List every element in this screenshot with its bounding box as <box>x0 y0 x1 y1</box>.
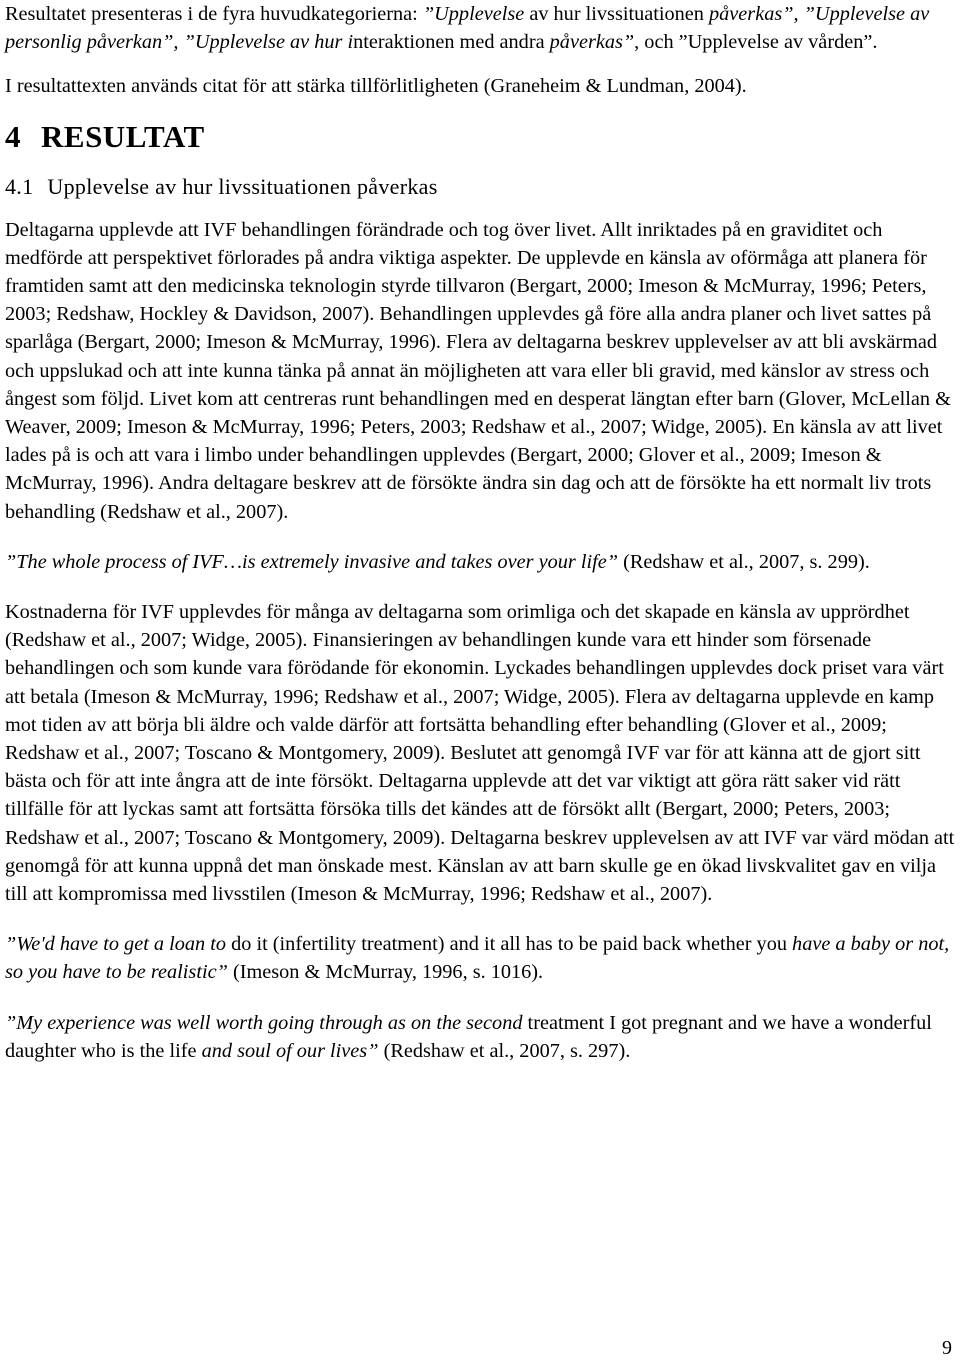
page-number: 9 <box>942 1337 952 1359</box>
intro-text: nteraktionen med andra <box>353 31 550 54</box>
intro-text: , och ”Upplevelse av vården”. <box>634 31 878 54</box>
subsection-title: Upplevelse av hur livssituationen påverkas <box>47 173 438 199</box>
intro-text: av hur livssituationen <box>524 3 710 25</box>
quote-text-plain: do it (infertility treatment) and it all has to be paid back whether you <box>226 933 793 956</box>
quote-text: and soul of our lives” <box>201 1039 379 1062</box>
quote-text: have a baby or not, so you have to be realistic” <box>5 933 950 984</box>
body-paragraph-1: Deltagarna upplevde att IVF behandlingen förändrade och tog över livet. Allt inriktades på en graviditet och medförde att perspektivet förlorades på andra viktiga aspekter. De upplevde en känsla av oförmåga att planera för framtiden samt att den medicinska teknologin styrde tillvaron (Bergart, 2000; Imeson & McMurray, 1996; Peters, 2003; Redshaw, Hockley & Davidson, 2007). Behandlingen upplevdes gå före alla andra planer och livet sattes på sparlåga (Bergart, 2000; Imeson & McMurray, 1996). Flera av deltagarna beskrev upplevelser av att bli avskärmad och uppslukad och att inte kunna tänka på annat än möjligheten att vara eller bli gravid, med känslor av stress och ångest som följd. Livet kom att centreras runt behandlingen med en desperat längtan efter barn (Glover, McLellan & Weaver, 2009; Imeson & McMurray, 1996; Peters, 2003; Redshaw et al., 2007; Widge, 2005). En känsla av att livet lades på is och att vara i limbo under behandlingen upplevdes (Bergart, 2000; Glover et al., 2009; Imeson & McMurray, 1996). Andra deltagare beskrev att de försökte ändra sin dag och att de försökte ha ett normalt liv trots behandling (Redshaw et al., 2007). <box>5 218 951 523</box>
subsection-heading <box>5 171 955 203</box>
quote-citation: (Imeson & McMurray, 1996, s. 1016). <box>227 961 544 984</box>
quote-text-plain: treatment I got pregnant and we have a wonderful daughter who is the life <box>5 1011 932 1062</box>
quote-text: ”We'd have to get a loan to <box>5 933 227 956</box>
intro-text: Resultatet presenteras i de fyra huvudkategorierna: <box>5 3 423 25</box>
intro-category-2: påverkas”, ”Upplevelse av personlig påverkan”, ”Upplevelse av hur i <box>5 3 930 54</box>
body-paragraph-2: Kostnaderna för IVF upplevdes för många av deltagarna som orimliga och det skapade en känsla av upprördhet (Redshaw et al., 2007; Widge, 2005). Finansieringen av behandlingen kunde vara ett hinder som försenade behandlingen och som kunde vara förödande för ekonomin. Lyckades behandlingen upplevdes dock priset vara värt att betala (Imeson & McMurray, 1996; Redshaw et al., 2007; Widge, 2005). Flera av deltagarna upplevde en kamp mot tiden av att börja bli äldre och valde därför att fortsätta behandling efter behandling (Glover et al., 2009; Redshaw et al., 2007; Toscano & Montgomery, 2009). Beslutet att genomgå IVF var för att känna att de gjort sitt bästa och för att inte ångra att de inte försökt. Deltagarna upplevde att det var viktigt att göra rätt saker vid rätt tillfälle för att lyckas samt att fortsätta försöka tills det kändes att de försökt allt (Bergart, 2000; Peters, 2003; Redshaw et al., 2007; Toscano & Montgomery, 2009). Deltagarna beskrev upplevelsen av att IVF var värd mödan att genomgå för att kunna uppnå det man önskade mest. Känslan av att barn skulle ge en ökad livskvalitet gav en vilja till att kompromissa med livsstilen (Imeson & McMurray, 1996; Redshaw et al., 2007). <box>5 601 955 906</box>
subsection-number: 4.1 <box>5 173 34 199</box>
intro-paragraph <box>5 0 955 56</box>
quote-citation: (Redshaw et al., 2007, s. 297). <box>378 1039 631 1062</box>
section-title: RESULTAT <box>41 118 205 154</box>
quote-citation: (Redshaw et al., 2007, s. 299). <box>618 550 870 573</box>
quote-paragraph-1 <box>5 548 955 576</box>
intro-category-1: ”Upplevelse <box>422 3 525 25</box>
quote-paragraph-2 <box>5 930 955 986</box>
quote-paragraph-3 <box>5 1009 955 1065</box>
document-page <box>5 0 955 1065</box>
intro-category-3: påverkas” <box>549 31 635 54</box>
quote-text: ”My experience was well worth going through as on the second <box>5 1011 523 1034</box>
section-heading <box>5 117 955 157</box>
section-number: 4 <box>5 118 21 154</box>
intro-citation-paragraph: I resultattexten används citat för att stärka tillförlitligheten (Graneheim & Lundman, 2004). <box>5 75 747 98</box>
quote-text: ”The whole process of IVF…is extremely invasive and takes over your life” <box>5 550 619 573</box>
